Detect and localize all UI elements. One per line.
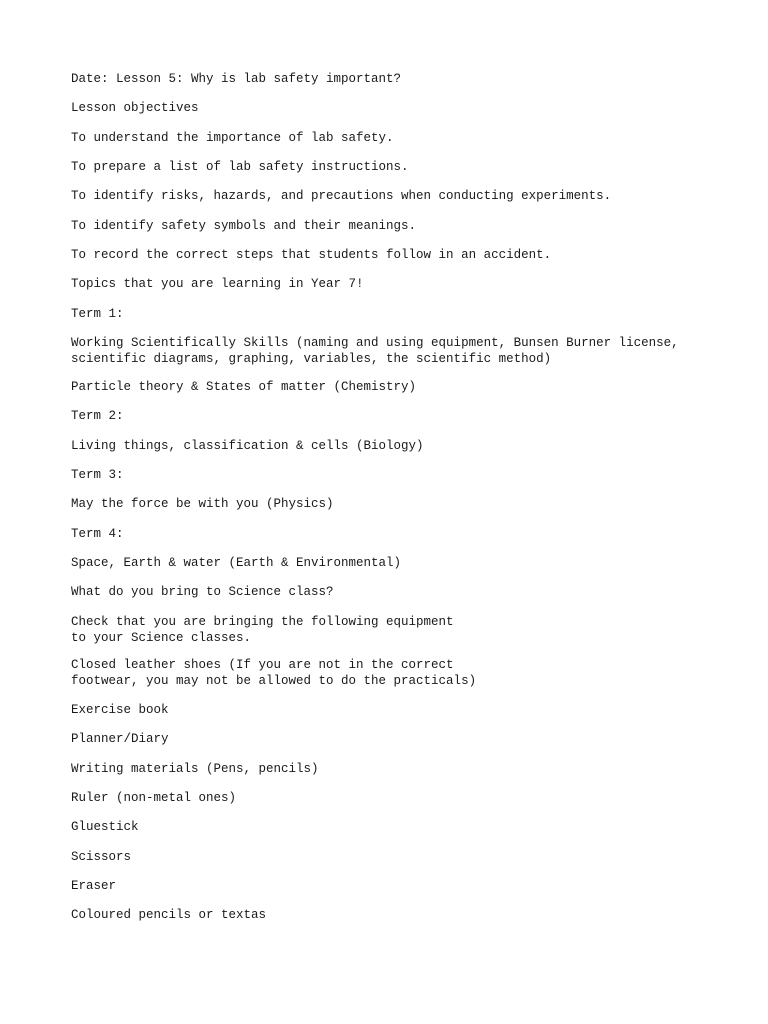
equipment-item: Gluestick [71, 820, 139, 834]
topic-item: Working Scientifically Skills (naming and using equipment, Bunsen Burner license, scientific diagrams, graphing, variables, the scientific method) [71, 336, 679, 366]
topic-item: May the force be with you (Physics) [71, 497, 334, 511]
topic-item: Living things, classification & cells (Biology) [71, 439, 424, 453]
equipment-intro: Check that you are bringing the following equipment to your Science classes. [71, 615, 454, 645]
term-heading: Term 2: [71, 409, 124, 423]
objective-item: To record the correct steps that students follow in an accident. [71, 248, 552, 262]
objective-item: To identify risks, hazards, and precautions when conducting experiments. [71, 189, 612, 203]
equipment-item: Planner/Diary [71, 732, 169, 746]
equipment-item: Exercise book [71, 703, 169, 717]
topic-item: Space, Earth & water (Earth & Environmental) [71, 556, 402, 570]
lesson-title: Date: Lesson 5: Why is lab safety important? [71, 72, 402, 86]
term-heading: Term 1: [71, 307, 124, 321]
term-heading: Term 3: [71, 468, 124, 482]
topics-heading: Topics that you are learning in Year 7! [71, 277, 364, 291]
objective-item: To prepare a list of lab safety instructions. [71, 160, 409, 174]
equipment-item: Closed leather shoes (If you are not in the correct footwear, you may not be allowed to do the practicals) [71, 658, 477, 688]
objectives-heading: Lesson objectives [71, 101, 199, 115]
equipment-item: Coloured pencils or textas [71, 908, 267, 922]
equipment-item: Scissors [71, 850, 132, 864]
equipment-item: Eraser [71, 879, 117, 893]
equipment-heading: What do you bring to Science class? [71, 585, 334, 599]
equipment-item: Ruler (non-metal ones) [71, 791, 237, 805]
topic-item: Particle theory & States of matter (Chemistry) [71, 380, 417, 394]
objective-item: To identify safety symbols and their meanings. [71, 219, 417, 233]
equipment-item: Writing materials (Pens, pencils) [71, 762, 319, 776]
objective-item: To understand the importance of lab safety. [71, 131, 394, 145]
term-heading: Term 4: [71, 527, 124, 541]
